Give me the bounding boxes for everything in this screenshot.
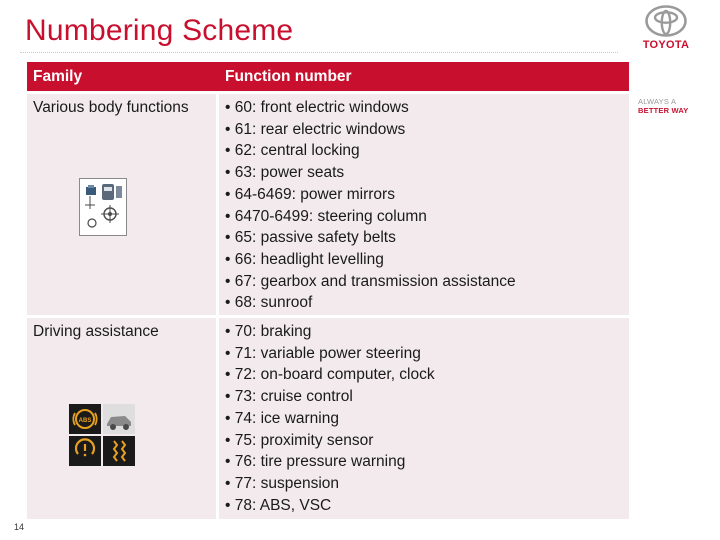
function-cell xyxy=(219,94,629,315)
toyota-emblem-icon xyxy=(645,5,687,37)
list-item: • 70: braking xyxy=(225,321,623,343)
list-item: • 68: sunroof xyxy=(225,292,623,314)
list-item: • 77: suspension xyxy=(225,473,623,495)
table-header xyxy=(27,62,629,91)
body-functions-icon xyxy=(79,178,127,236)
table-row xyxy=(27,315,629,519)
slogan-line-1: ALWAYS A xyxy=(638,97,677,106)
list-item: • 73: cruise control xyxy=(225,386,623,408)
function-list xyxy=(225,321,623,516)
list-item: • 74: ice warning xyxy=(225,408,623,430)
list-item: • 6470-6499: steering column xyxy=(225,206,623,228)
numbering-table xyxy=(27,62,629,519)
list-item: • 60: front electric windows xyxy=(225,97,623,119)
header-family: Family xyxy=(33,68,83,85)
list-item: • 64-6469: power mirrors xyxy=(225,184,623,206)
svg-text:ABS: ABS xyxy=(78,418,92,424)
list-item: • 76: tire pressure warning xyxy=(225,451,623,473)
slide-title: Numbering Scheme xyxy=(25,14,294,47)
brand-slogan xyxy=(638,97,688,115)
list-item: • 65: passive safety belts xyxy=(225,227,623,249)
family-label: Driving assistance xyxy=(33,323,159,340)
header-function-number: Function number xyxy=(225,68,352,85)
function-cell xyxy=(219,318,629,519)
brand-sidebar xyxy=(628,0,720,540)
list-item: • 62: central locking xyxy=(225,140,623,162)
list-item: • 66: headlight levelling xyxy=(225,249,623,271)
page-number: 14 xyxy=(14,522,25,532)
function-list xyxy=(225,97,623,314)
list-item: • 63: power seats xyxy=(225,162,623,184)
slogan-line-2: BETTER WAY xyxy=(638,106,689,115)
table-row xyxy=(27,91,629,315)
list-item: • 67: gearbox and transmission assistance xyxy=(225,271,623,293)
family-label: Various body functions xyxy=(33,99,189,116)
family-cell xyxy=(27,94,219,315)
list-item: • 72: on-board computer, clock xyxy=(225,364,623,386)
brand-wordmark: TOYOTA xyxy=(642,39,690,51)
list-item: • 71: variable power steering xyxy=(225,343,623,365)
list-item: • 75: proximity sensor xyxy=(225,430,623,452)
list-item: • 61: rear electric windows xyxy=(225,119,623,141)
driving-assistance-icon xyxy=(69,404,135,466)
toyota-logo xyxy=(636,5,696,51)
list-item: • 78: ABS, VSC xyxy=(225,495,623,517)
title-divider xyxy=(20,52,618,53)
family-cell xyxy=(27,318,219,519)
